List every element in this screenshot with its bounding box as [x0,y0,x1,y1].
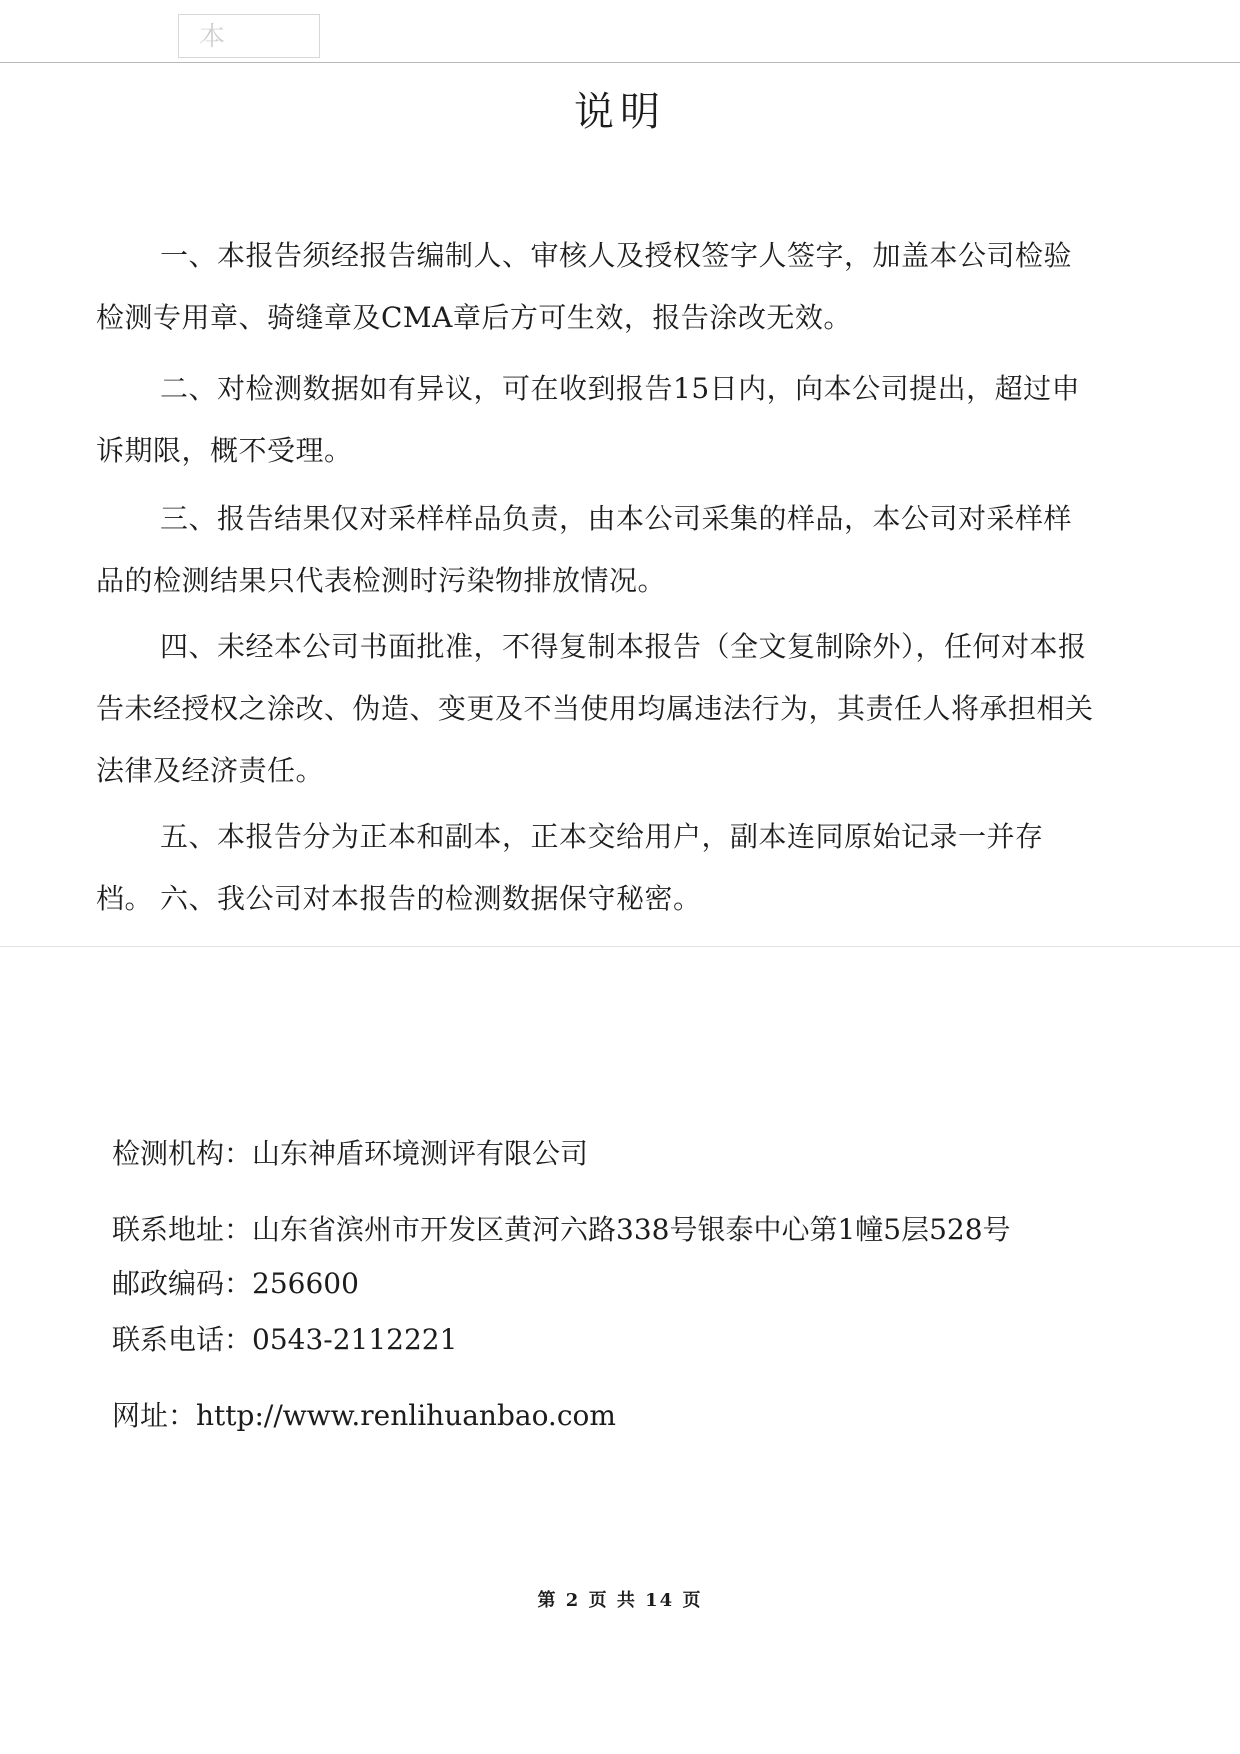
clause-1: 一、本报告须经报告编制人、审核人及授权签字人签字，加盖本公司检验检测专用章、骑缝章及CMA章后方可生效，报告涂改无效。 [96,239,1073,334]
page-title: 说明 [574,89,666,135]
page-number-suffix: 页 [682,1590,703,1611]
clause-6: 六、我公司对本报告的检测数据保守秘密。 [160,882,702,915]
header-divider [0,62,1240,63]
contact-address [112,1210,1011,1250]
contact-phone [112,1320,457,1360]
contact-phone-value: 0543-2112221 [252,1323,458,1356]
contact-address-label: 联系地址： [112,1213,253,1246]
contact-org-value: 山东神盾环境测评有限公司 [252,1137,589,1170]
contact-org-label: 检测机构： [112,1137,253,1170]
page-number [0,1586,1240,1612]
contact-postcode-value: 256600 [252,1267,359,1300]
clause-5: 五、本报告分为正本和副本，正本交给用户，副本连同原始记录一并存档。 [96,820,1044,915]
page-number-middle: 页 共 [588,1590,637,1611]
contact-website [112,1396,616,1436]
page-number-prefix: 第 [537,1590,558,1611]
section-divider [0,946,1240,947]
contact-website-value: http://www.renlihuanbao.com [196,1399,616,1432]
contact-postcode [112,1264,359,1304]
contact-postcode-label: 邮政编码： [112,1267,253,1300]
contact-website-label: 网址： [112,1399,197,1432]
clause-3: 三、报告结果仅对采样样品负责，由本公司采集的样品，本公司对采样样品的检测结果只代表检测时污染物排放情况。 [96,502,1073,597]
faded-stamp: 本 [178,14,320,58]
clause-4: 四、未经本公司书面批准，不得复制本报告（全文复制除外），任何对本报告未经授权之涂改、伪造、变更及不当使用均属违法行为，其责任人将承担相关法律及经济责任。 [96,630,1094,787]
page-number-total: 14 [645,1590,675,1611]
page-number-current: 2 [565,1590,581,1611]
contact-phone-label: 联系电话： [112,1323,253,1356]
contact-organization [112,1134,588,1174]
clause-2: 二、对检测数据如有异议，可在收到报告15日内，向本公司提出，超过申诉期限，概不受理。 [96,372,1081,467]
contact-address-value: 山东省滨州市开发区黄河六路338号银泰中心第1幢5层528号 [252,1213,1011,1246]
